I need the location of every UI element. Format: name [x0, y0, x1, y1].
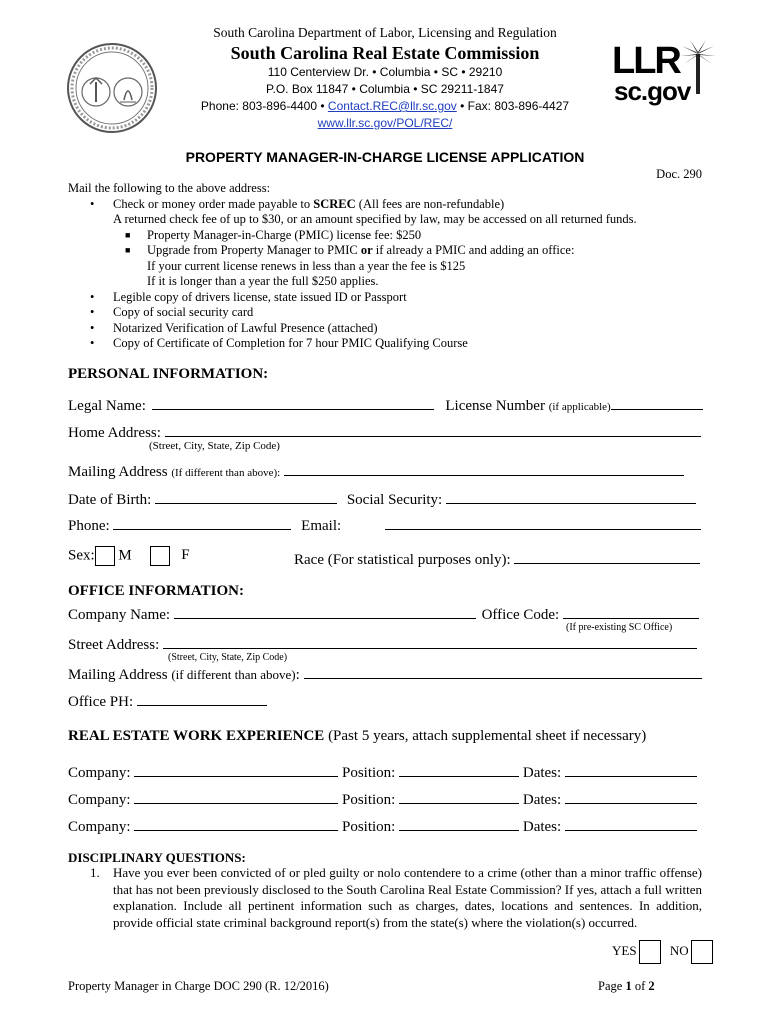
logo-text-top: LLR: [612, 40, 680, 82]
company-field[interactable]: [134, 763, 338, 777]
email-field[interactable]: [385, 516, 701, 530]
mailing-address-row: [68, 462, 684, 481]
office-code-field[interactable]: [563, 605, 699, 619]
address-line-2: P.O. Box 11847 • Columbia • SC 29211-1847: [266, 82, 504, 96]
home-address-label: Home Address:: [68, 425, 161, 441]
company-name-field[interactable]: [174, 605, 476, 619]
legal-name-label: Legal Name:: [68, 398, 146, 414]
race-label: Race (For statistical purposes only):: [294, 552, 511, 568]
yes-checkbox[interactable]: [639, 940, 661, 964]
dob-field[interactable]: [155, 490, 337, 504]
company-field[interactable]: [134, 790, 338, 804]
office-mailing-row: Mailing Address (if different than above):: [68, 665, 702, 684]
company-label: Company:: [68, 765, 131, 781]
req-id: Legible copy of drivers license, state issued ID or Passport: [113, 289, 407, 304]
home-address-hint: (Street, City, State, Zip Code): [149, 440, 280, 452]
llr-logo: [610, 40, 720, 110]
personal-heading: PERSONAL INFORMATION:: [68, 366, 269, 382]
page-of: of: [634, 979, 646, 993]
phone-row: [68, 516, 701, 535]
question-number: 1.: [90, 865, 100, 880]
page-current: 1: [625, 979, 632, 993]
screc-text: SCREC: [313, 196, 356, 211]
sex-label: Sex:: [68, 547, 95, 564]
fee-more-year: If it is longer than a year the full $250 applies.: [147, 274, 379, 288]
position-label: Position:: [342, 765, 396, 781]
mail-intro: Mail the following to the above address:: [68, 181, 271, 195]
bullet-icon: •: [90, 289, 95, 304]
legal-name-field[interactable]: [152, 396, 434, 410]
phone-text: Phone: 803-896-4400 •: [200, 99, 325, 113]
page-total: 2: [648, 979, 655, 993]
office-mailing-label: Mailing Address: [68, 667, 168, 683]
fees-note: (All fees are non-refundable): [358, 196, 505, 211]
logo-text-bottom: sc.gov: [614, 76, 691, 106]
question-1: [68, 865, 702, 931]
yes-label: YES: [612, 942, 637, 958]
fee-less-year: If your current license renews in less than a year the fee is $125: [147, 258, 466, 273]
email-label: Email:: [301, 518, 342, 534]
office-code-label: Office Code:: [481, 607, 560, 623]
office-code-hint: (If pre-existing SC Office): [566, 622, 673, 633]
mailing-address-field[interactable]: [284, 462, 684, 476]
dob-row: [68, 490, 696, 509]
company-name-label: Company Name:: [68, 607, 171, 623]
bullet-icon: •: [90, 305, 95, 319]
ssn-label: Social Security:: [346, 492, 443, 508]
answer-row: [612, 940, 713, 964]
email-link[interactable]: Contact.REC@llr.sc.gov: [327, 99, 457, 113]
dates-field[interactable]: [565, 790, 697, 804]
experience-heading-note: (Past 5 years, attach supplemental sheet if necessary): [328, 728, 647, 744]
bullet-icon: •: [90, 196, 95, 211]
or-text: or: [360, 243, 373, 257]
no-label: NO: [669, 942, 689, 958]
contact-line: [160, 98, 610, 115]
phone-field[interactable]: [113, 516, 291, 530]
street-address-row: [68, 635, 697, 654]
office-mailing-field[interactable]: [304, 665, 702, 679]
mailing-address-note: (If different than above):: [171, 467, 281, 479]
dob-label: Date of Birth:: [68, 492, 152, 508]
req-lawful-presence: Notarized Verification of Lawful Presence (attached): [113, 320, 378, 335]
street-address-hint: (Street, City, State, Zip Code): [168, 652, 288, 663]
list-item: [68, 305, 708, 321]
check-text: Check or money order made payable to: [113, 196, 311, 211]
street-address-field[interactable]: [163, 635, 697, 649]
race-field[interactable]: [514, 550, 700, 564]
mailing-address-label: Mailing Address: [68, 464, 168, 480]
sex-row: [68, 546, 190, 566]
dates-field[interactable]: [565, 763, 697, 777]
position-field[interactable]: [399, 817, 519, 831]
dates-field[interactable]: [565, 817, 697, 831]
bullet-icon: •: [90, 336, 95, 350]
experience-row: [68, 817, 697, 836]
sex-female-checkbox[interactable]: [150, 546, 170, 566]
office-phone-label: Office PH:: [68, 694, 134, 710]
list-item: [68, 197, 708, 213]
experience-heading: [68, 728, 646, 745]
no-checkbox[interactable]: [691, 940, 713, 964]
company-label: Company:: [68, 792, 131, 808]
list-item: [68, 336, 708, 352]
question-text: Have you ever been convicted of or pled guilty or nolo contendere to a crime (other than a minor traffic offense) that has not been previously disclosed to the South Carolina Real Estate Commission? If yes, attach a full written explanation. Include all pertinent information such as charges, dates, locations and sentences. In addition, provide official state criminal background report(s) from the state(s) where the violation(s) occurred.: [113, 865, 702, 930]
list-item: [68, 243, 708, 259]
license-number-label: License Number: [445, 398, 545, 414]
experience-heading-bold: REAL ESTATE WORK EXPERIENCE: [68, 728, 325, 744]
page-label: Page: [598, 979, 623, 993]
position-field[interactable]: [399, 790, 519, 804]
experience-row: [68, 763, 697, 782]
position-field[interactable]: [399, 763, 519, 777]
position-label: Position:: [342, 819, 396, 835]
race-row: [294, 550, 700, 569]
home-address-field[interactable]: [165, 423, 701, 437]
page-number: [598, 979, 655, 994]
req-certificate: Copy of Certificate of Completion for 7 hour PMIC Qualifying Course: [113, 336, 468, 350]
commission-name: South Carolina Real Estate Commission: [230, 43, 540, 63]
req-ssn: Copy of social security card: [113, 305, 254, 319]
sex-male-checkbox[interactable]: [95, 546, 115, 566]
page-title: PROPERTY MANAGER-IN-CHARGE LICENSE APPLICATION: [185, 149, 585, 165]
office-phone-row: [68, 692, 267, 711]
office-phone-field[interactable]: [137, 692, 267, 706]
company-field[interactable]: [134, 817, 338, 831]
street-address-label: Street Address:: [68, 637, 160, 653]
fee-upgrade-post: if already a PMIC and adding an office:: [375, 243, 575, 257]
website-link[interactable]: www.llr.sc.gov/POL/REC/: [317, 116, 453, 130]
fee-pmic: Property Manager-in-Charge (PMIC) license fee: $250: [147, 227, 422, 242]
position-label: Position:: [342, 792, 396, 808]
state-seal: [66, 42, 158, 134]
phone-label: Phone:: [68, 518, 110, 534]
fee-upgrade-text: Upgrade from Property Manager to PMIC: [147, 243, 358, 257]
address-line-1: 110 Centerview Dr. • Columbia • SC • 29210: [267, 65, 503, 79]
list-item: [68, 321, 708, 337]
office-mailing-note: (if different than above): [171, 667, 296, 682]
experience-row: [68, 790, 697, 809]
sex-male-label: M: [118, 547, 132, 564]
license-note: (if applicable): [548, 401, 611, 413]
returned-fee-text: A returned check fee of up to $30, or an amount specified by law, may be accessed on all returned funds.: [113, 212, 637, 226]
doc-number: Doc. 290: [656, 167, 702, 181]
square-bullet-icon: ■: [125, 245, 131, 255]
office-heading: OFFICE INFORMATION:: [68, 583, 244, 599]
square-bullet-icon: ■: [125, 229, 131, 240]
fax-text: • Fax: 803-896-4427: [460, 99, 570, 113]
dates-label: Dates:: [522, 819, 562, 835]
list-item: [68, 290, 708, 306]
department-name: South Carolina Department of Labor, Licensing and Regulation: [213, 25, 557, 40]
disciplinary-heading: DISCIPLINARY QUESTIONS:: [68, 850, 246, 865]
company-label: Company:: [68, 819, 131, 835]
list-item: [68, 228, 708, 244]
dates-label: Dates:: [522, 792, 562, 808]
sex-female-label: F: [181, 547, 190, 564]
bullet-icon: •: [90, 320, 95, 335]
dates-label: Dates:: [522, 765, 562, 781]
footer-left: Property Manager in Charge DOC 290 (R. 12/2016): [68, 979, 329, 993]
ssn-field[interactable]: [446, 490, 696, 504]
license-number-field[interactable]: [611, 396, 703, 410]
requirements-list: [68, 181, 708, 352]
legal-name-row: [68, 396, 703, 415]
